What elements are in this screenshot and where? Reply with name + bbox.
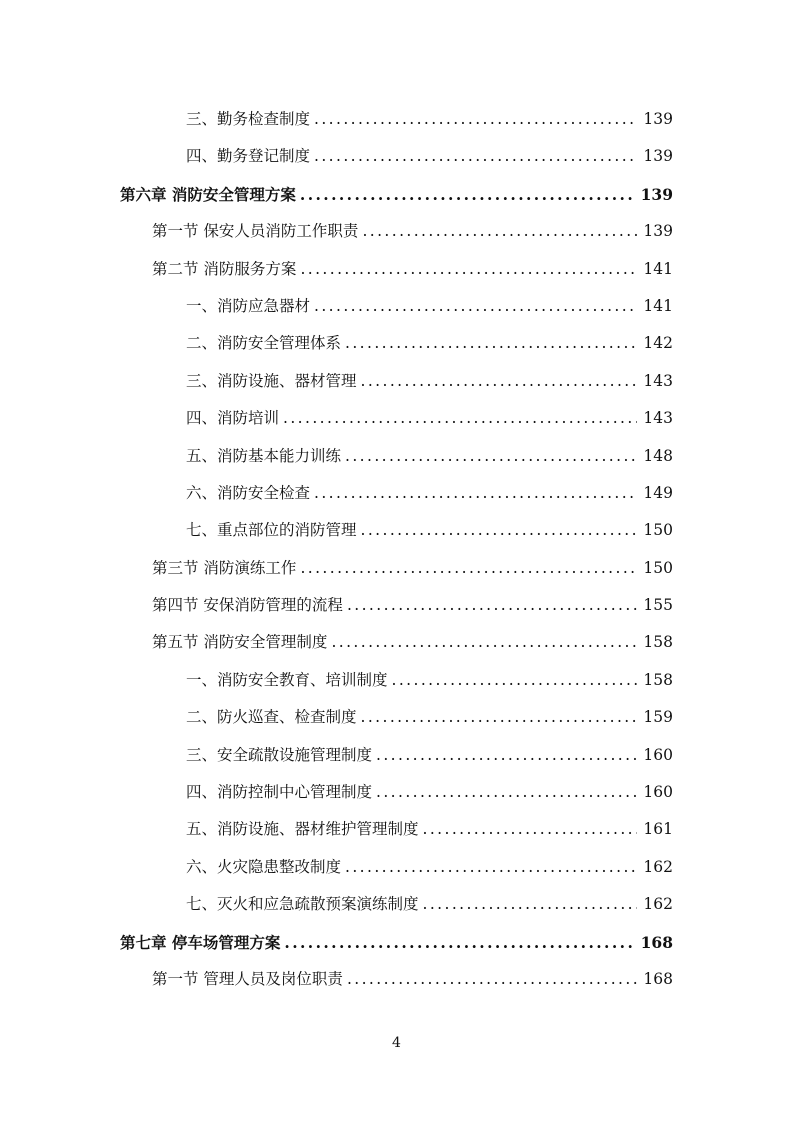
toc-entry-title: 二、消防安全管理体系	[186, 334, 342, 353]
toc-subsection-entry[interactable]	[0, 101, 793, 138]
toc-dot-leader	[343, 587, 637, 624]
toc-entry-page: 142	[643, 334, 673, 353]
toc-entry-title: 三、安全疏散设施管理制度	[186, 745, 373, 764]
toc-dot-leader	[372, 774, 637, 811]
table-of-contents	[0, 101, 793, 998]
toc-dot-leader	[296, 251, 637, 288]
toc-entry-title: 一、消防安全教育、培训制度	[186, 670, 388, 689]
toc-section-entry[interactable]	[0, 961, 793, 998]
toc-dot-leader	[341, 849, 637, 886]
toc-entry-page: 160	[643, 745, 673, 764]
toc-entry-page: 162	[643, 857, 673, 876]
toc-entry-title: 六、火灾隐患整改制度	[186, 857, 342, 876]
toc-dot-leader	[372, 737, 637, 774]
toc-entry-page: 159	[643, 708, 673, 727]
toc-entry-page: 148	[643, 446, 673, 465]
toc-entry-title: 第五节 消防安全管理制度	[152, 633, 328, 652]
toc-dot-leader	[388, 662, 638, 699]
toc-dot-leader	[310, 138, 637, 175]
toc-entry-title: 三、勤务检查制度	[186, 110, 311, 128]
toc-entry-page: 160	[643, 783, 673, 802]
toc-dot-leader	[310, 475, 637, 512]
toc-entry-page: 143	[643, 371, 673, 390]
toc-subsection-entry[interactable]	[0, 737, 793, 774]
toc-entry-page: 139	[640, 184, 673, 204]
toc-entry-title: 七、重点部位的消防管理	[186, 521, 357, 540]
toc-entry-page: 158	[643, 633, 673, 652]
toc-dot-leader	[357, 512, 638, 549]
toc-entry-page: 141	[643, 296, 673, 315]
toc-entry-page: 150	[643, 558, 673, 577]
toc-subsection-entry[interactable]	[0, 662, 793, 699]
toc-entry-title: 五、消防基本能力训练	[186, 446, 342, 465]
toc-entry-title: 第七章 停车场管理方案	[120, 932, 281, 952]
toc-subsection-entry[interactable]	[0, 512, 793, 549]
toc-entry-title: 第一节 保安人员消防工作职责	[152, 222, 359, 241]
toc-dot-leader	[279, 400, 637, 437]
page-number: 4	[392, 1035, 401, 1051]
toc-dot-leader	[341, 438, 637, 475]
toc-subsection-entry[interactable]	[0, 363, 793, 400]
toc-entry-page: 168	[643, 969, 673, 988]
toc-entry-title: 七、灭火和应急疏散预案演练制度	[186, 895, 419, 914]
toc-entry-title: 第六章 消防安全管理方案	[120, 184, 296, 204]
toc-dot-leader	[341, 325, 637, 362]
toc-entry-title: 第三节 消防演练工作	[152, 558, 297, 577]
toc-chapter-entry[interactable]	[0, 176, 793, 213]
toc-entry-page: 139	[643, 147, 673, 166]
toc-dot-leader	[357, 699, 638, 736]
toc-entry-title: 第二节 消防服务方案	[152, 259, 297, 278]
toc-subsection-entry[interactable]	[0, 438, 793, 475]
toc-entry-page: 149	[643, 483, 673, 502]
toc-entry-page: 139	[643, 110, 673, 128]
toc-subsection-entry[interactable]	[0, 400, 793, 437]
toc-entry-page: 168	[640, 932, 673, 952]
toc-entry-title: 第一节 管理人员及岗位职责	[152, 969, 343, 988]
toc-subsection-entry[interactable]	[0, 886, 793, 923]
toc-entry-page: 139	[643, 222, 673, 241]
toc-section-entry[interactable]	[0, 251, 793, 288]
toc-dot-leader	[310, 288, 637, 325]
toc-subsection-entry[interactable]	[0, 288, 793, 325]
toc-entry-title: 二、防火巡查、检查制度	[186, 708, 357, 727]
toc-subsection-entry[interactable]	[0, 811, 793, 848]
toc-subsection-entry[interactable]	[0, 699, 793, 736]
toc-entry-page: 141	[643, 259, 673, 278]
toc-dot-leader	[280, 924, 634, 961]
toc-dot-leader	[310, 101, 637, 138]
toc-entry-title: 三、消防设施、器材管理	[186, 371, 357, 390]
toc-entry-page: 150	[643, 521, 673, 540]
toc-dot-leader	[358, 213, 637, 250]
toc-section-entry[interactable]	[0, 550, 793, 587]
toc-entry-title: 一、消防应急器材	[186, 296, 311, 315]
toc-dot-leader	[327, 624, 637, 661]
toc-chapter-entry[interactable]	[0, 924, 793, 961]
toc-subsection-entry[interactable]	[0, 849, 793, 886]
toc-subsection-entry[interactable]	[0, 138, 793, 175]
toc-entry-page: 143	[643, 409, 673, 428]
toc-entry-page: 162	[643, 895, 673, 914]
toc-entry-title: 四、勤务登记制度	[186, 147, 311, 166]
toc-dot-leader	[419, 811, 638, 848]
toc-entry-title: 六、消防安全检查	[186, 483, 311, 502]
toc-entry-title: 第四节 安保消防管理的流程	[152, 596, 343, 615]
toc-section-entry[interactable]	[0, 587, 793, 624]
toc-dot-leader	[343, 961, 637, 998]
toc-section-entry[interactable]	[0, 624, 793, 661]
toc-section-entry[interactable]	[0, 213, 793, 250]
toc-subsection-entry[interactable]	[0, 475, 793, 512]
toc-dot-leader	[419, 886, 638, 923]
toc-dot-leader	[296, 176, 635, 213]
toc-entry-title: 五、消防设施、器材维护管理制度	[186, 820, 419, 839]
toc-entry-page: 155	[643, 596, 673, 615]
toc-entry-title: 四、消防控制中心管理制度	[186, 783, 373, 802]
toc-dot-leader	[357, 363, 638, 400]
toc-subsection-entry[interactable]	[0, 325, 793, 362]
toc-entry-title: 四、消防培训	[186, 409, 280, 428]
toc-entry-page: 161	[643, 820, 673, 839]
toc-entry-page: 158	[643, 670, 673, 689]
toc-dot-leader	[296, 550, 637, 587]
toc-subsection-entry[interactable]	[0, 774, 793, 811]
